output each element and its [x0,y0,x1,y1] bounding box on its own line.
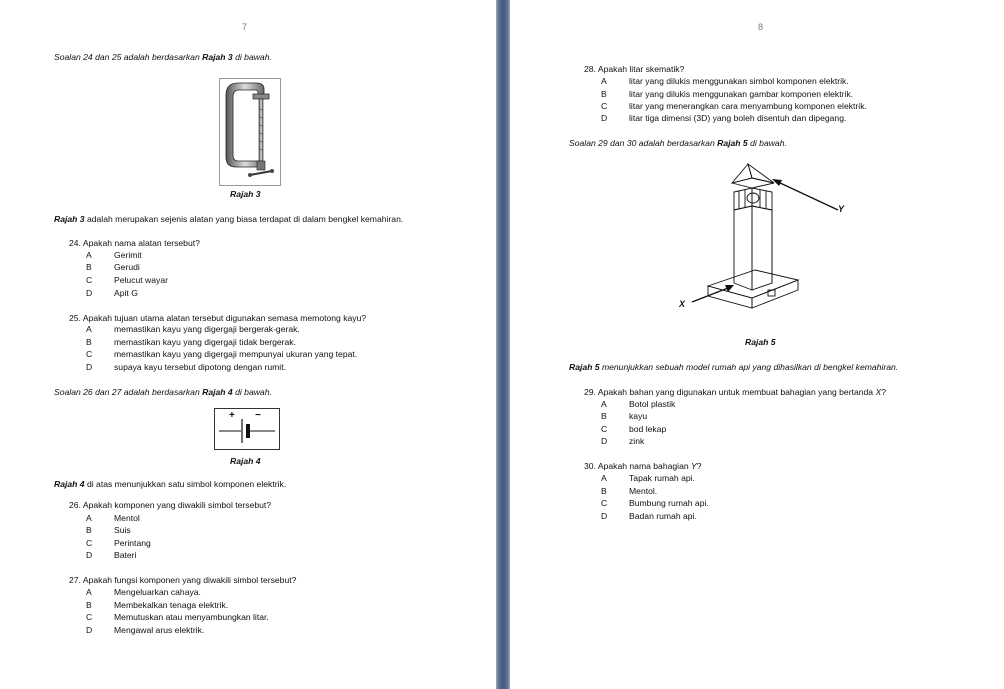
intro-text: Soalan 29 dan 30 adalah berdasarkan [569,138,718,148]
option-letter: A [86,513,92,523]
option-text: memastikan kayu yang digergaji tidak bergerak. [114,337,296,347]
option-text: memastikan kayu yang digergaji mempunyai ukuran yang tepat. [114,349,358,359]
option-letter: B [601,89,607,99]
description-ref: Rajah 4 [54,479,85,489]
label-y: Y [838,204,845,214]
g-clamp-illustration [220,79,280,185]
option-letter: A [601,473,607,483]
description-ref: Rajah 5 [569,362,600,372]
description-text: di atas menunjukkan satu simbol komponen elektrik. [84,479,287,489]
option-text: Mengeluarkan cahaya. [114,587,201,597]
question-end: ? [881,387,886,397]
figure-3-description [54,214,403,225]
option-letter: B [86,262,92,272]
intro-text-end: di bawah. [232,52,272,62]
intro-ref: Rajah 5 [717,138,748,148]
option-letter: B [86,337,92,347]
intro-ref: Rajah 3 [202,52,233,62]
option-text: Mentol. [629,486,658,496]
option-text: Botol plastik [629,399,676,409]
option-letter: A [601,76,607,86]
intro-questions-29-30 [569,138,787,149]
option-letter: A [86,324,92,334]
page-8 [510,0,1004,689]
question-29 [584,387,886,398]
option-letter: D [601,511,608,521]
option-text: Mengawal arus elektrik. [114,625,205,635]
option-letter: C [601,424,608,434]
label-x: X [679,299,686,309]
figure-5-caption: Rajah 5 [745,337,776,347]
question-end: ? [696,461,702,471]
option-letter: D [86,362,93,372]
option-letter: C [86,349,93,359]
intro-text: Soalan 26 dan 27 adalah berdasarkan [54,387,203,397]
intro-ref: Rajah 4 [202,387,233,397]
option-letter: A [601,399,607,409]
figure-3-caption: Rajah 3 [230,189,261,199]
option-text: litar yang dilukis menggunakan gambar komponen elektrik. [629,89,854,99]
option-letter: D [86,550,93,560]
option-letter: C [86,612,93,622]
option-letter: A [86,250,92,260]
option-text: kayu [629,411,648,421]
figure-4-caption: Rajah 4 [230,456,261,466]
option-text: Badan rumah api. [629,511,697,521]
option-letter: D [86,288,93,298]
option-text: Apit G [114,288,138,298]
figure-4-description [54,479,286,490]
description-text: adalah merupakan sejenis alatan yang biasa terdapat di dalam bengkel kemahiran. [84,214,404,224]
option-text: litar yang menerangkan cara menyambung komponen elektrik. [629,101,867,111]
option-text: Gerimit [114,250,142,260]
figure-3-g-clamp [219,78,281,186]
figure-5-lighthouse-model [660,158,850,318]
minus-sign: − [255,410,261,421]
question-mark-label: X [875,387,882,397]
question-25: 25. Apakah tujuan utama alatan tersebut digunakan semasa memotong kayu? [69,313,367,323]
option-text: Memutuskan atau menyambungkan litar. [114,612,269,622]
option-letter: B [86,525,92,535]
option-letter: D [86,625,93,635]
question-text: 29. Apakah bahan yang digunakan untuk membuat bahagian yang bertanda [584,387,876,397]
option-letter: C [601,498,608,508]
intro-text-end: di bawah. [232,387,272,397]
option-letter: D [601,113,608,123]
page-7 [0,0,496,689]
question-30 [584,461,702,472]
option-letter: C [86,538,93,548]
intro-questions-26-27 [54,387,272,398]
option-text: memastikan kayu yang digergaji bergerak-gerak. [114,324,300,334]
option-letter: C [601,101,608,111]
option-text: Mentol [114,513,140,523]
option-letter: B [86,600,92,610]
option-letter: A [86,587,92,597]
question-26: 26. Apakah komponen yang diwakili simbol tersebut? [69,500,272,510]
option-text: zink [629,436,645,446]
option-text: Bumbung rumah api. [629,498,709,508]
lighthouse-drawing [660,158,850,318]
intro-questions-24-25 [54,52,272,63]
description-ref: Rajah 3 [54,214,85,224]
option-letter: D [601,436,608,446]
page-number: 7 [242,22,248,32]
option-text: litar tiga dimensi (3D) yang boleh disentuh dan dipegang. [629,113,847,123]
option-text: Tapak rumah api. [629,473,695,483]
figure-4-cell-symbol [214,408,280,450]
page-number: 8 [758,22,764,32]
cell-symbol-drawing [215,409,279,449]
figure-5-description [569,362,898,373]
option-letter: C [86,275,93,285]
option-text: Suis [114,525,131,535]
option-text: Bateri [114,550,137,560]
option-text: Membekalkan tenaga elektrik. [114,600,229,610]
question-28: 28. Apakah litar skematik? [584,64,685,74]
option-text: Pelucut wayar [114,275,168,285]
option-text: bod lekap [629,424,667,434]
question-text: 30. Apakah nama bahagian [584,461,692,471]
question-mark-label: Y [691,461,697,471]
page-gutter [496,0,510,689]
option-text: supaya kayu tersebut dipotong dengan rumit. [114,362,286,372]
intro-text-end: di bawah. [747,138,787,148]
option-letter: B [601,486,607,496]
option-text: litar yang dilukis menggunakan simbol komponen elektrik. [629,76,849,86]
question-24: 24. Apakah nama alatan tersebut? [69,238,200,248]
question-27: 27. Apakah fungsi komponen yang diwakili simbol tersebut? [69,575,297,585]
intro-text: Soalan 24 dan 25 adalah berdasarkan [54,52,203,62]
plus-sign: + [229,410,235,421]
option-text: Perintang [114,538,151,548]
option-letter: B [601,411,607,421]
option-text: Gerudi [114,262,140,272]
description-text: menunjukkan sebuah model rumah api yang dihasilkan di bengkel kemahiran. [599,362,899,372]
